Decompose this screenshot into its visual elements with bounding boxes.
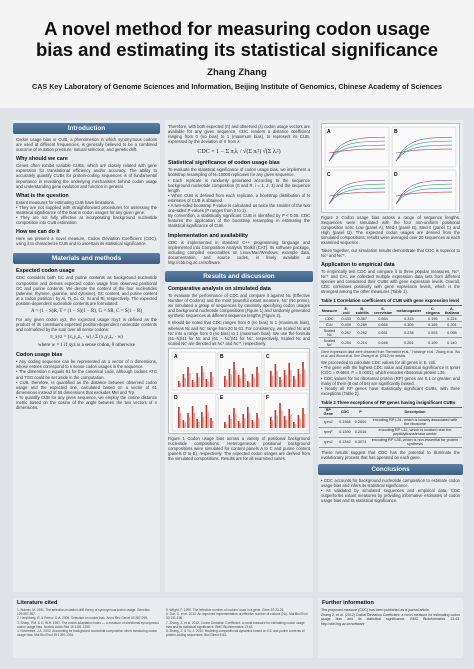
equation-weight: where w = 1 if xyz is a sense codon, 0 otherwise bbox=[38, 343, 135, 349]
figure-2-panel-label: D bbox=[394, 172, 398, 178]
table-2-cell: 0.2016 bbox=[353, 427, 369, 437]
table-1-cell: Scaled Nc bbox=[319, 328, 339, 338]
figure-1-bar bbox=[288, 409, 290, 428]
table-2-header-row bbox=[319, 407, 461, 417]
figure-1-bar bbox=[201, 366, 203, 387]
equation-nucleotides: A = (1 − S)R, T = (1 − S)(1 − R), G = SR, C = S(1 − R) bbox=[31, 308, 142, 314]
figure-1-bar bbox=[275, 410, 277, 428]
figure-1-bar bbox=[295, 379, 297, 387]
figure-1-bar bbox=[302, 408, 304, 428]
figure-1-bar bbox=[212, 421, 214, 428]
figure-1-bar bbox=[258, 417, 260, 428]
table-1-cell: 0.261 bbox=[395, 338, 424, 348]
table-2-header-cell: RP Gene bbox=[319, 407, 337, 417]
comparative-text-2: It should be noted that CDC ranges from 0 (no bias) to 1 (maximum bias), whereas Nc and Nc' range from 20 to 61. For consistency, we scaled Nc and Nc' into a range from 0 (no bias) to 1 (maximum bias). We use the formula (61−N)/41 for Nc and (61 − Nc')/41 for Nc', respectively. Scaled Nc and scaled Nc' are denoted as Nc* and Nc'*, respectively. bbox=[168, 320, 310, 346]
further-text: The proposed measure (CDC) has been published as a journal article. Zhang Z, et al. (2012) Codon Deviation Coefficient: a novel measure for estimating codon usage bias and its statistical significance. BMC Bioinformatics 13:43. http://cbb.big.ac.cn/software bbox=[321, 608, 460, 626]
table-1-cell: 0.433 bbox=[339, 316, 353, 322]
how-text: Here we present a novel measure, Codon Deviation Coefficient (CDC), using it to characterize CUB and to ascertain its statistical significance. bbox=[16, 236, 157, 247]
figure-2-caption: Figure 2 Codon usage bias across a range of sequence lengths. Sequences were simulated with the four non-uniform positional composition sets: Low (panel A), Med-I (panel B), Med-II (panel C) and High (panel D). The expected codon usages are derived from the simulated compositions; results were averaged over 20 sequences at each examined sequence. bbox=[321, 215, 460, 246]
table-2-text: These results suggest that CDC has the potential to illuminate the evolutionary process that has operated on each gene. bbox=[321, 449, 460, 460]
figure-1-bar bbox=[293, 376, 295, 387]
figure-1-bar bbox=[203, 372, 205, 387]
table-1-cell: 0.305 bbox=[395, 322, 424, 328]
figure-1-bar bbox=[235, 414, 237, 428]
table-2-header-cell: Description bbox=[368, 407, 461, 417]
table-2 bbox=[319, 407, 461, 448]
comparative-heading: Comparative analysis on simulated data bbox=[168, 285, 271, 292]
table-1-cell: 0.664 bbox=[371, 316, 394, 322]
figure-1-bar bbox=[226, 424, 228, 428]
figure-1-bar bbox=[276, 415, 278, 428]
codon-bias-heading: Codon usage bias bbox=[16, 352, 63, 359]
table-1-cell: 0.165 bbox=[423, 322, 442, 328]
figure-1-bar bbox=[256, 413, 258, 428]
figure-2-summary: Taken together, our simulation results demonstrate that CDC is superior to Nc* and Nc'*. bbox=[321, 247, 460, 258]
figure-1-bar bbox=[252, 374, 254, 387]
literature-cited bbox=[13, 598, 313, 658]
figure-1-bar bbox=[258, 373, 260, 387]
figure-1-panel-label: A bbox=[174, 353, 178, 360]
table-2-cell: rpmJ bbox=[319, 437, 337, 447]
figure-1-bar bbox=[298, 415, 300, 428]
table-2-header-cell: P bbox=[353, 407, 369, 417]
figure-2-panel-label: B bbox=[394, 129, 398, 135]
figure-1-bar bbox=[224, 376, 226, 387]
figure-1-bar bbox=[244, 374, 246, 387]
reference-list bbox=[13, 608, 313, 637]
further-information bbox=[318, 598, 463, 658]
figure-1-bar bbox=[187, 367, 189, 387]
conclusions-text: • CDC accounts for background nucleotide composition to estimate codon usage bias and infers its statistical significance. • As validated by simulated sequences and empirical data, CDC outperforms extant measures by providing informative estimates of codon usage bias and its statistical significance. bbox=[321, 478, 460, 504]
table-1 bbox=[319, 305, 461, 348]
table-1-cell: 0.238 bbox=[395, 328, 424, 338]
table-2-cell: 0.3074 bbox=[353, 437, 369, 447]
figure-1-bar bbox=[189, 373, 191, 387]
reference-item: 7. Zhang, Z. et al. 2012. Codon Deviation Coefficient: a novel measure for estimating codon usage bias and its statistical significance. BMC Bioinformatics 13:43. bbox=[166, 620, 305, 629]
significance-text: To evaluate the statistical significance of codon usage bias, we implement a bootstrap resampling of N=10000 replicates for any given sequence. • Each replicate is randomly generated according to the sequence background nucleotide composition (S and R, i = 1, 2, 3) and the sequence length. • When CUB is derived from each replicate, a bootstrap distribution of N estimates of CUB is obtained. • A two-sided bootstrap P-value is calculated as twice the smaller of the two one-sided P-values (P ranges from 0 to 1). By convention, a statistically significant CUB is identified by P < 0.05. CDC features the application of the bootstrap resampling in estimating the statistical significance of CUB. bbox=[168, 167, 310, 229]
figure-1-bar bbox=[183, 420, 185, 428]
figure-1-bar bbox=[286, 375, 288, 387]
expected-usage-text: CDC considers both GC and purine contents as background nucleotide composition and derives expected codon usage from observed positional GC and purine contents. We denote the content of the four nucleotides (adenine, thymine, guanine, and cytosine), GC content, and purine content at a codon position i by Ai, Ti, Gi, Ci, Si and Ri, respectively. The expected position-dependent nucleotide contents are formulated: bbox=[16, 275, 157, 306]
figure-1-bar bbox=[235, 369, 237, 387]
poster-title: A novel method for measuring codon usage bias and estimating its statistical significance bbox=[36, 18, 438, 60]
figure-1-bar bbox=[304, 369, 306, 387]
figure-1-bar bbox=[290, 370, 292, 387]
figure-1-bar bbox=[178, 381, 180, 387]
section-header-methods: Materials and methods bbox=[13, 253, 160, 264]
poster-header bbox=[0, 0, 474, 108]
table-1-header-cell: A. thaliana bbox=[442, 306, 461, 316]
figure-1-bar bbox=[189, 417, 191, 428]
table-1-cell: 0.252 bbox=[353, 328, 371, 338]
figure-1-bar bbox=[192, 380, 194, 387]
reference-item: 8. Zhang, Z. & Yu, J. 2010. Modeling compositional dynamics based on GC and purine contents of protein-coding sequences. Biol Direct 5:63. bbox=[166, 629, 305, 638]
figure-1-bar bbox=[194, 413, 196, 428]
figure-1-bar bbox=[302, 362, 304, 387]
figure-1-bar bbox=[276, 371, 278, 387]
figure-1-bar bbox=[270, 371, 272, 387]
figure-1-bar bbox=[229, 369, 231, 387]
figure-1-bar bbox=[230, 419, 232, 428]
section-header-results: Results and discussion bbox=[165, 271, 313, 282]
figure-1-bar bbox=[198, 422, 200, 428]
table-2-cell: 0.1390 bbox=[337, 427, 353, 437]
table-1-header-cell: B. subtilis bbox=[353, 306, 371, 316]
table-1-cell: 0.093 bbox=[423, 328, 442, 338]
figure-1-bar bbox=[226, 379, 228, 387]
figure-1-bar bbox=[299, 419, 301, 428]
table-1-title: Table 1 Correlation coefficients of CUB with gene expression level bbox=[321, 298, 460, 304]
table-1-cell: 0.098 bbox=[442, 328, 461, 338]
expected-usage-text-2: For any given codon xyz, the expected usage πxyz is defined as the product of its constituent expected position-dependent nucleotide contents and normalized by the sum over all sense codons: bbox=[16, 316, 157, 333]
figure-1-bar bbox=[184, 378, 186, 387]
figure-1-bar bbox=[198, 377, 200, 387]
figure-1-bar bbox=[270, 417, 272, 428]
figure-1-bar bbox=[242, 368, 244, 387]
reference-item: 5. Wright, F. 1990. The 'effective number of codons' used in a gene. Gene 87:23-29. bbox=[166, 608, 285, 612]
table-1-cell: CDC bbox=[319, 316, 339, 322]
figure-1-bar bbox=[206, 379, 208, 387]
table-1-cell: 0.651 bbox=[371, 328, 394, 338]
figure-1-bar bbox=[178, 407, 180, 428]
empirical-heading: Application to empirical data bbox=[321, 261, 395, 268]
figure-1-bar bbox=[293, 422, 295, 428]
table-1-cell: 0.214 bbox=[353, 338, 371, 348]
figure-1-panel-label: C bbox=[266, 353, 270, 360]
table-1-cell: 0.109 bbox=[423, 338, 442, 348]
how-heading: How we can do it bbox=[16, 229, 60, 236]
figure-1-bar bbox=[207, 412, 209, 428]
equation-expected-usage: π_xyz = (x₁y₂z₃ · w) / Σ (x₁y₂z₃ · w) bbox=[50, 335, 123, 341]
table-1-cell: 0.648 bbox=[371, 338, 394, 348]
figure-1-bar bbox=[279, 403, 281, 428]
cdc-intro-text: Therefore, with both expected (π) and observed (λ) codon usage vectors are available for any given sequence, CDC renders a distance coefficient ranging from 0 (no bias) to 1 (maximum bias), to represent its CUB, expressed by the deviation of π from λ: bbox=[168, 124, 310, 145]
reference-item: 4. Novembre, J.A. 2002. Accounting for background nucleotide composition when measuring codon usage bias. Mol Biol Evol 19:1390-1394. bbox=[17, 629, 158, 638]
further-heading: Further information bbox=[322, 600, 374, 606]
table-1-row bbox=[319, 338, 461, 348]
table-2-row bbox=[319, 427, 461, 437]
table-1-row bbox=[319, 328, 461, 338]
figure-1-bar bbox=[247, 381, 249, 387]
figure-1-bar bbox=[286, 420, 288, 428]
figure-1-bar bbox=[240, 423, 242, 428]
table-1-cell: 0.367 bbox=[353, 316, 371, 322]
figure-2-panel bbox=[392, 170, 456, 210]
table-1-header-cell: Measure bbox=[319, 306, 339, 316]
empirical-text-2: We proceeded to calculate CDC values for all genes in E. coli. • The gene with the highest CDC value and statistical significance is rpmH (CDC = 0.4864, P = 0.0001), which encodes ribosomal protein L36. • CDC values for 54 ribosomal protein (RP) genes are 0.1 or greater, and many of them (8 out of 54) are significantly biased. • Nearly all RP genes have statistically significant CUBs, with three exceptions (Table 2). bbox=[321, 360, 460, 396]
table-2-title: Table 2 Three exceptions of RP genes having insignificant CUBs bbox=[321, 399, 456, 405]
figure-1-bar bbox=[187, 413, 189, 428]
table-2-cell: rpmF bbox=[319, 427, 337, 437]
table-1-cell: CAI bbox=[319, 322, 339, 328]
table-2-row bbox=[319, 417, 461, 427]
figure-1-bar bbox=[230, 374, 232, 387]
table-1-cell: 0.140 bbox=[442, 338, 461, 348]
reference-item: 3. Sharp, P.M. & Li, W.H. 1987. The codon adaptation index — a measure of directional synonymous codon usage bias. Nucleic Acids Res 15:1281-1295. bbox=[17, 620, 159, 629]
figure-2-plots bbox=[322, 124, 459, 212]
table-1-header-cell: melanogaster bbox=[395, 306, 424, 316]
section-header-introduction: Introduction bbox=[13, 123, 160, 134]
equation-cdc: CDC = 1 − Σ πᵢλᵢ / √(Σ πᵢ²) √(Σ λᵢ²) bbox=[197, 149, 281, 156]
table-1-cell: 0.289 bbox=[353, 322, 371, 328]
figure-1-bar bbox=[275, 364, 277, 387]
figure-1-bar bbox=[238, 375, 240, 387]
why-text: Genes often exhibit variable CUBs, which are closely related with gene expression for translational efficiency and/or accuracy. The ability to accurately quantify CUBs for protein-coding sequences is of fundamental importance in revealing the underlying mechanisms behind codon usage and understanding gene evolution and function in general. bbox=[16, 163, 157, 189]
figure-1-plots bbox=[169, 349, 309, 433]
figure-1-bar bbox=[253, 378, 255, 387]
figure-1-bar bbox=[249, 383, 251, 387]
figure-1-bar bbox=[242, 414, 244, 428]
figure-1-bar bbox=[180, 383, 182, 387]
figure-1-panel-label: E bbox=[220, 394, 224, 401]
figure-1-bar bbox=[272, 420, 274, 428]
figure-1-bar bbox=[203, 417, 205, 428]
figure-1-bar bbox=[212, 376, 214, 387]
figure-1-caption: Figure 1 Codon usage bias across a variety of positional background nucleotide compositions. Heterogeneous positional background compositions were simulated for content panels A to C and purine content (panels D to E), respectively. The expected codon usages are derived from the simulated compositions. Results are for all examined cases. bbox=[168, 435, 310, 462]
table-1-header-cell: E. coli bbox=[339, 306, 353, 316]
figure-1-bar bbox=[233, 362, 235, 387]
author: Zhang Zhang bbox=[207, 67, 267, 78]
implementation-heading: Implementation and availability bbox=[168, 232, 248, 239]
figure-1-bar bbox=[224, 422, 226, 428]
comparative-text: To evaluate the performance of CDC and compare it against Nc (Effective Number of Codons) and the most powerful extant measure, Nc' (Nc prime), we simulated a group of sequences by randomly specifying codon usages and background nucleotide compositions (Figure 1) and randomly generated synthetic sequences at different sequence lengths (Figure 2). bbox=[168, 292, 310, 319]
reference-item: 1. Bulmer, M. 1991. The selection-mutation-drift theory of synonymous codon usage. Genetics 129:897-907. bbox=[17, 608, 150, 617]
reference-item: 6. Sun, X. et al. 2013. An improved implementation of effective number of codons (Nc). Mol Biol Evol 30:191-196. bbox=[166, 612, 308, 621]
figure-2-panel-label: C bbox=[327, 172, 331, 178]
table-1-cell: 0.196 bbox=[423, 316, 442, 322]
figure-1-bar bbox=[253, 422, 255, 428]
figure-2 bbox=[321, 123, 460, 213]
figure-1-bar bbox=[247, 407, 249, 428]
table-1-cell: 0.201 bbox=[442, 322, 461, 328]
figure-1-bar bbox=[206, 405, 208, 428]
figure-1-bar bbox=[196, 419, 198, 428]
intro-text: Codon usage bias or CUB, a phenomenon in which synonymous codons are used at different frequencies, is generally believed to be a combined outcome of mutation pressure, natural selection, and genetic drift. bbox=[16, 137, 157, 153]
why-heading: Why should we care bbox=[16, 156, 68, 163]
figure-1-bar bbox=[240, 379, 242, 387]
figure-2-panel-label: A bbox=[327, 129, 331, 135]
table-1-cell: 0.666 bbox=[371, 322, 394, 328]
issue-heading: What is the question bbox=[16, 192, 69, 199]
figure-1-bar bbox=[304, 414, 306, 428]
figure-2-panel bbox=[392, 127, 456, 167]
table-2-cell: rpmJ bbox=[319, 417, 337, 427]
figure-1-bar bbox=[183, 374, 185, 387]
reference-item: 2. Hershberg, R. & Petrov, D.A. 2008. Selection on codon bias. Annu Rev Genet 42:287-299. bbox=[17, 616, 148, 621]
table-2-header-cell: CDC bbox=[337, 407, 353, 417]
table-1-cell: 0.254 bbox=[339, 338, 353, 348]
figure-1-bar bbox=[288, 363, 290, 387]
figure-1-bar bbox=[298, 369, 300, 387]
figure-1-bar bbox=[184, 422, 186, 428]
table-2-cell: 0.1342 bbox=[337, 437, 353, 447]
codon-bias-text: • Any coding sequence can be represented as a vector of n dimensions, whose entries correspond to n sense codon usages in the sequence. • The dimension n equals 61 for the canonical code, although codons ATG and TGG could be set aside in the computation. • CUB, therefore, is quantified as the distance between observed codon usage and the expected one, calculated based on a vector of 61 dimensions instead of 59 dimensions that excludes Met and Trp. • To quantify CUB for any given sequence, we employ the cosine distance metric based on the cosine of the angle between the two vectors of n dimensions. bbox=[16, 359, 157, 411]
table-1-cell: 0.405 bbox=[339, 322, 353, 328]
figure-1-panel-label: B bbox=[220, 353, 224, 360]
table-1-header-row bbox=[319, 306, 461, 316]
section-header-conclusions: Conclusions bbox=[318, 464, 463, 475]
figure-1-bar bbox=[252, 420, 254, 428]
figure-1-bar bbox=[272, 376, 274, 387]
figure-1-bar bbox=[290, 415, 292, 428]
figure-1-bar bbox=[281, 410, 283, 428]
table-1-note: Gene expression data were obtained from "Bernstein et al.," Holstege et al., Zhang et al. Wu et al. and Wood et al. See Zhang et al. (2012) for details. bbox=[321, 350, 460, 359]
table-1-cell: 0.257 bbox=[339, 328, 353, 338]
column-2 bbox=[165, 120, 313, 592]
figure-1 bbox=[168, 348, 310, 434]
figure-2-panel bbox=[325, 170, 389, 210]
figure-1-bar bbox=[295, 424, 297, 428]
figure-1-bar bbox=[233, 408, 235, 428]
figure-1-bar bbox=[229, 415, 231, 428]
figure-1-bar bbox=[238, 421, 240, 428]
affiliation: CAS Key Laboratory of Genome Sciences and Information, Beijing Institute of Genomics, Chinese Academy of Sciences bbox=[32, 82, 442, 91]
figure-1-panel-label: F bbox=[266, 394, 270, 401]
figure-1-bar bbox=[284, 416, 286, 428]
table-2-cell: 0.2800 bbox=[353, 417, 369, 427]
significance-heading: Statistical significance of codon usage bias bbox=[168, 160, 280, 167]
figure-1-bar bbox=[180, 413, 182, 428]
figure-1-bar bbox=[281, 380, 283, 387]
figure-1-bar bbox=[256, 367, 258, 387]
figure-1-bar bbox=[192, 406, 194, 428]
figure-1-bar bbox=[207, 381, 209, 387]
figure-1-bar bbox=[244, 418, 246, 428]
figure-1-bar bbox=[210, 418, 212, 428]
table-1-cell: 0.224 bbox=[442, 316, 461, 322]
table-1-header-cell: S. cerevisiae bbox=[371, 306, 394, 316]
table-1-cell: 0.315 bbox=[395, 316, 424, 322]
table-2-row bbox=[319, 437, 461, 447]
implementation-text: CDC is implemented in standard C++ programming language and implemented into Composition Analysis Toolkit (CAT). Its software package, including compiled executables on Linux/Mac/Windows, example data, documentation, and source codes, is freely available at http://cbb.big.ac.cn/software. bbox=[168, 239, 310, 265]
figure-1-bar bbox=[284, 370, 286, 387]
figure-1-bar bbox=[194, 382, 196, 387]
column-3 bbox=[318, 120, 463, 592]
literature-heading: Literature cited bbox=[17, 600, 58, 606]
figure-2-panel bbox=[325, 127, 389, 167]
table-1-cell: Scaled Nc' bbox=[319, 338, 339, 348]
table-2-cell: encoding RP L31, which is loosely associated with the ribosome bbox=[368, 417, 461, 427]
figure-1-bar bbox=[299, 374, 301, 387]
table-2-cell: encoding RP L36, which is non-essential for protein synthesis bbox=[368, 437, 461, 447]
figure-1-bar bbox=[196, 373, 198, 387]
table-2-cell: 0.1366 bbox=[337, 417, 353, 427]
empirical-text: To empirically test CDC and compare it to three popular measures, Nc*, Nc'* and CAI, we collected multiple expression data sets from different species and considered their CUBs with gene expression levels. Overall, CDC correlates positively with gene expression levels, which is the strongest among the other measures (Table 1). bbox=[321, 268, 460, 295]
figure-1-bar bbox=[210, 372, 212, 387]
column-1 bbox=[13, 120, 160, 592]
figure-1-bar bbox=[249, 413, 251, 428]
table-1-header-cell: C. elegans bbox=[423, 306, 442, 316]
figure-1-panel-label: D bbox=[174, 394, 178, 401]
figure-1-bar bbox=[201, 412, 203, 428]
issue-text: Extant measures for estimating CUB have limitations. • They are not supplied with straightforward procedures for assessing the statistical significance of the bias in codon usages for any given gene. • They are not fully effective at incorporating background nucleotide composition into CUB estimation. bbox=[16, 199, 157, 226]
expected-usage-heading: Expected codon usage bbox=[16, 268, 75, 275]
figure-1-bar bbox=[279, 377, 281, 387]
table-2-cell: encoding RP L32, which is located near the peptidyltransferase center bbox=[368, 427, 461, 437]
